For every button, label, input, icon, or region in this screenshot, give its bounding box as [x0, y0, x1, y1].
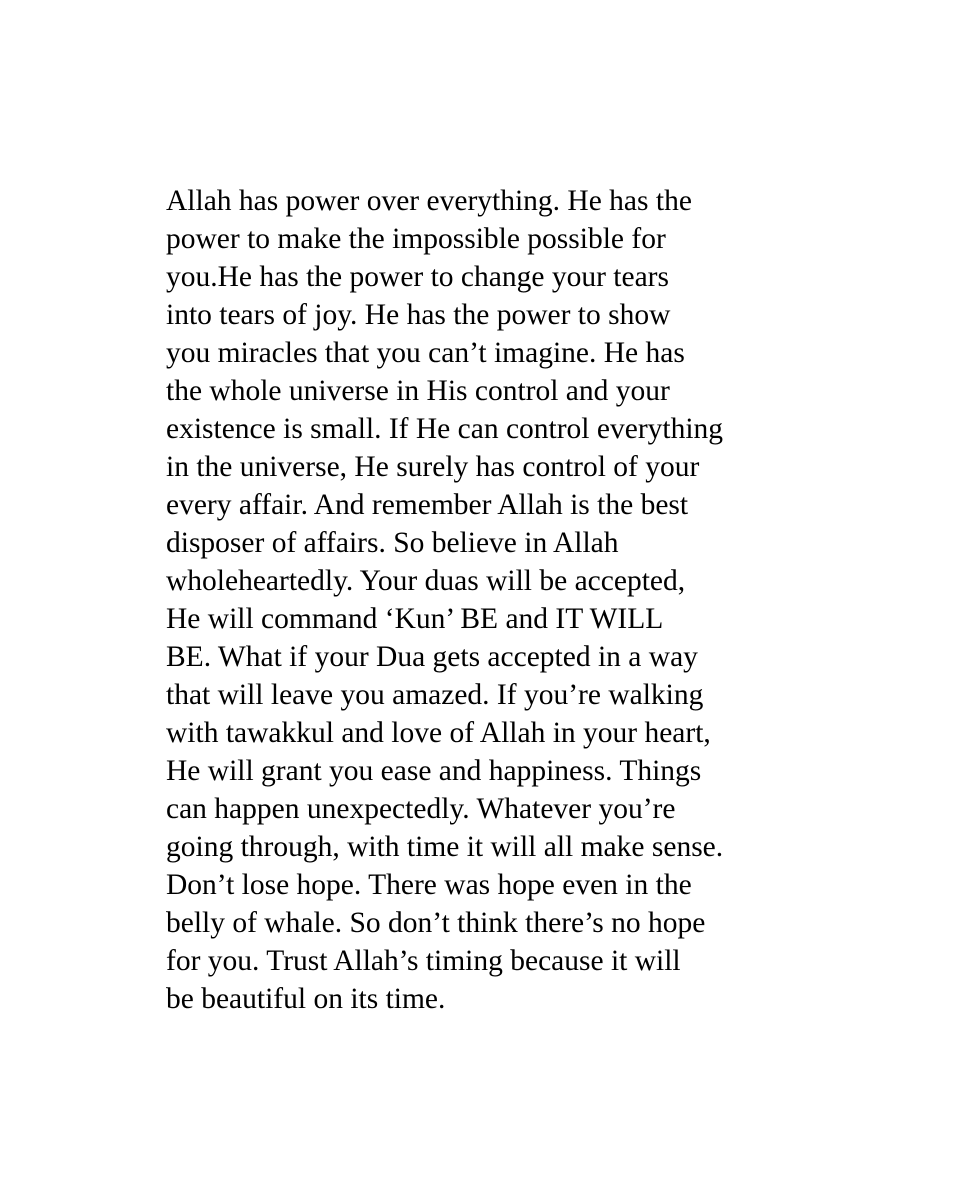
text-line: BE. What if your Dua gets accepted in a way [166, 641, 698, 673]
text-line: the whole universe in His control and your [166, 375, 670, 407]
text-line: for you. Trust Allah’s timing because it will [166, 945, 681, 977]
text-line: be beautiful on its time. [166, 983, 446, 1015]
text-line: with tawakkul and love of Allah in your heart, [166, 717, 711, 749]
text-line: you miracles that you can’t imagine. He has [166, 337, 685, 369]
text-line: power to make the impossible possible for [166, 223, 666, 255]
text-line: can happen unexpectedly. Whatever you’re [166, 793, 676, 825]
text-line: existence is small. If He can control everything [166, 413, 724, 445]
text-line: in the universe, He surely has control of your [166, 451, 700, 483]
text-line: every affair. And remember Allah is the best [166, 489, 689, 521]
text-line: wholeheartedly. Your duas will be accepted, [166, 565, 686, 597]
text-line: that will leave you amazed. If you’re walking [166, 679, 704, 711]
text-line: disposer of affairs. So believe in Allah [166, 527, 619, 559]
text-line: into tears of joy. He has the power to show [166, 299, 671, 331]
text-line: Don’t lose hope. There was hope even in the [166, 869, 692, 901]
text-line: belly of whale. So don’t think there’s no hope [166, 907, 706, 939]
text-line: you.He has the power to change your tears [166, 261, 669, 293]
text-line: going through, with time it will all make sense. [166, 831, 724, 863]
text-line: Allah has power over everything. He has the [166, 185, 692, 217]
body-paragraph [166, 182, 826, 1018]
text-line: He will grant you ease and happiness. Things [166, 755, 702, 787]
text-line: He will command ‘Kun’ BE and IT WILL [166, 603, 664, 635]
